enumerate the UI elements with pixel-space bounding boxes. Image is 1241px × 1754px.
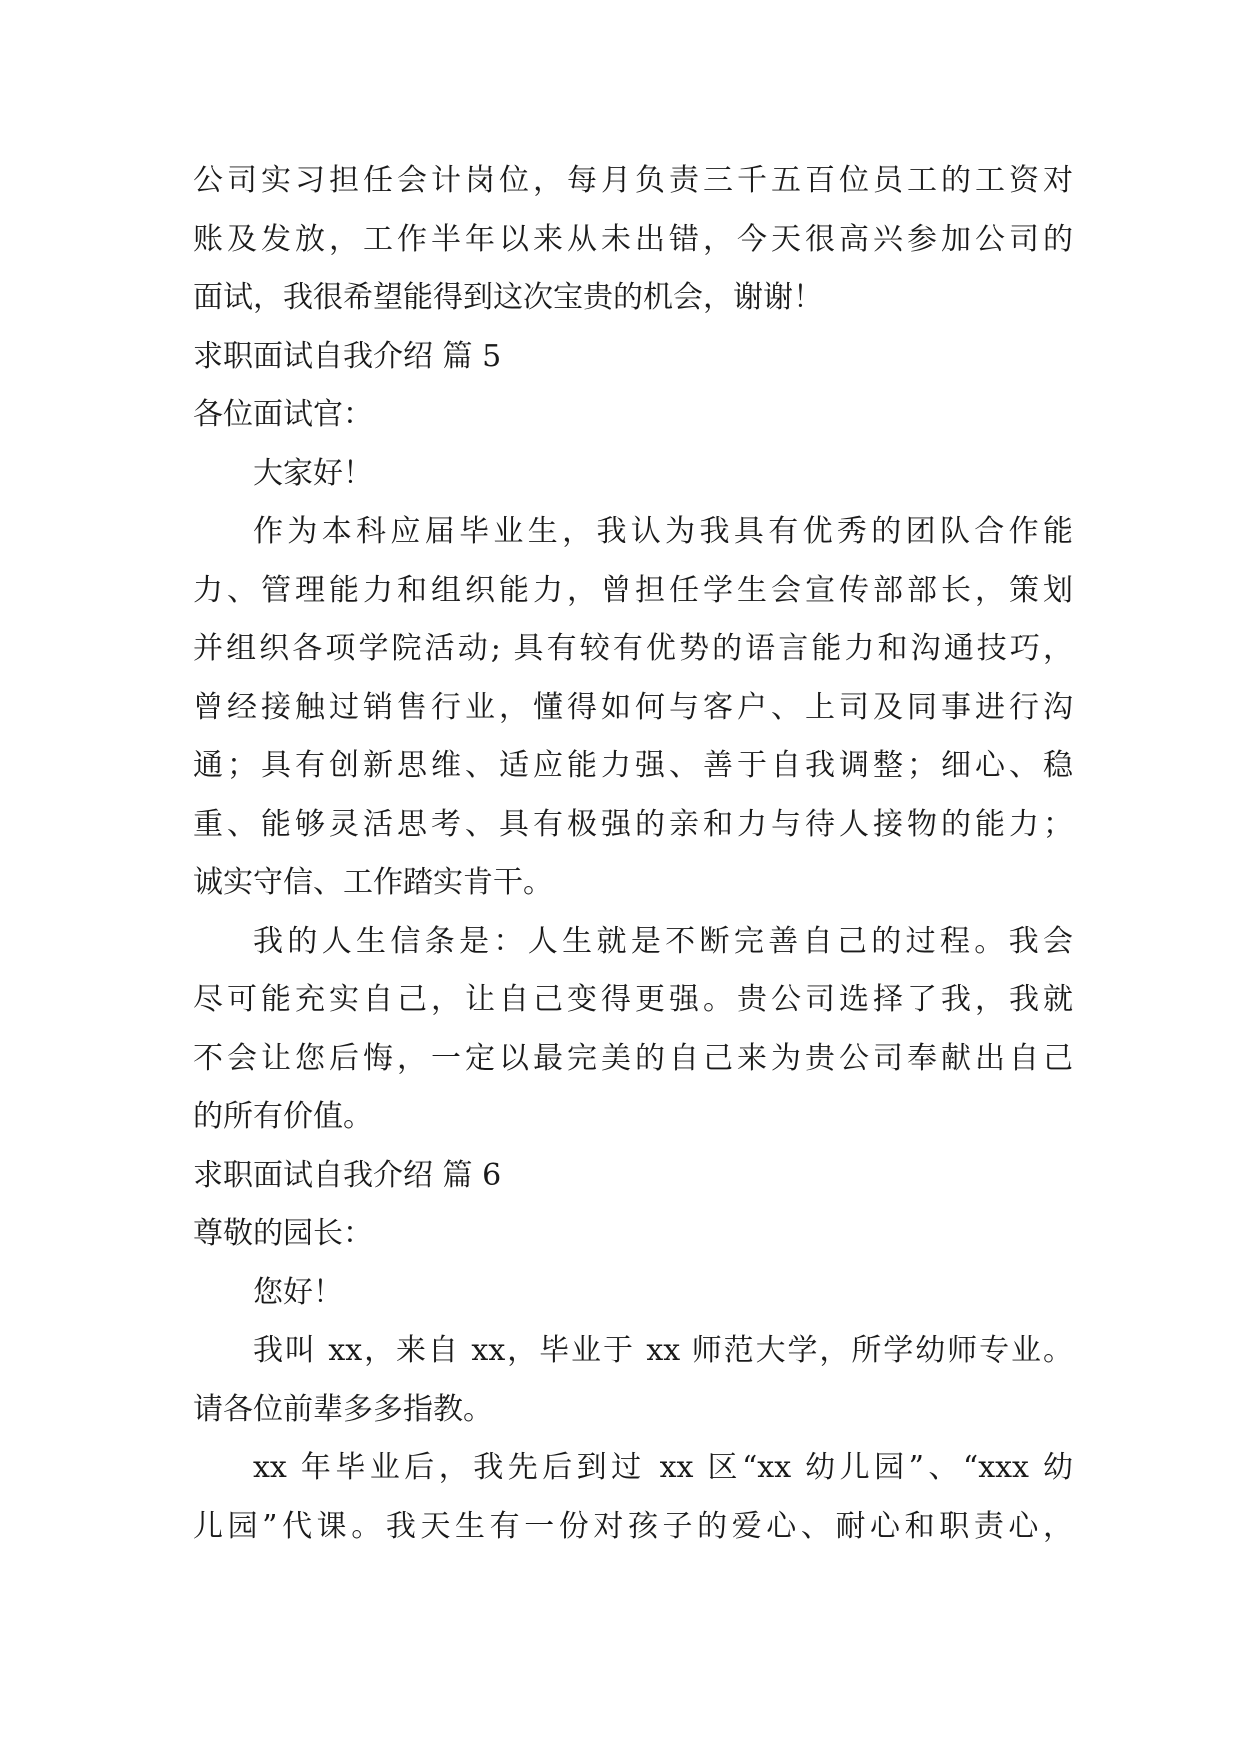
paragraph-line: 曾经接触过销售行业，懂得如何与客户、上司及同事进行沟 [193, 689, 1073, 725]
section-heading: 求职面试自我介绍 篇 5 [193, 338, 502, 374]
paragraph-line: 并组织各项学院活动; 具有较有优势的语言能力和沟通技巧， [193, 631, 1073, 666]
paragraph-line: 儿园”代课。我天生有一份对孩子的爱心、耐心和职责心， [193, 1508, 1073, 1544]
paragraph-line: xx 年毕业后，我先后到过 xx 区“xx 幼儿园”、“xxx 幼 [253, 1450, 1073, 1485]
paragraph-line: 作为本科应届毕业生，我认为我具有优秀的团队合作能 [253, 514, 1073, 549]
salutation: 各位面试官： [193, 397, 373, 432]
paragraph-line: 重、能够灵活思考、具有极强的亲和力与待人接物的能力； [193, 806, 1073, 842]
paragraph-line: 通；具有创新思维、适应能力强、善于自我调整；细心、稳 [193, 748, 1073, 783]
paragraph-line: 诚实守信、工作踏实肯干。 [193, 865, 553, 900]
paragraph-line: 的所有价值。 [193, 1099, 373, 1134]
section-heading: 求职面试自我介绍 篇 6 [193, 1157, 502, 1193]
greeting: 大家好！ [253, 455, 373, 491]
salutation: 尊敬的园长： [193, 1216, 373, 1251]
paragraph-line: 面试，我很希望能得到这次宝贵的机会，谢谢！ [193, 280, 823, 315]
paragraph-line: 我叫 xx，来自 xx，毕业于 xx 师范大学，所学幼师专业。 [253, 1333, 1073, 1368]
paragraph-line: 我的人生信条是：人生就是不断完善自己的过程。我会 [253, 923, 1073, 959]
document-body [193, 152, 1073, 1556]
paragraph-line: 请各位前辈多多指教。 [193, 1391, 493, 1427]
paragraph-line: 尽可能充实自己，让自己变得更强。贵公司选择了我，我就 [193, 982, 1073, 1017]
paragraph-line: 力、管理能力和组织能力，曾担任学生会宣传部部长，策划 [193, 572, 1073, 608]
greeting: 您好！ [253, 1274, 343, 1310]
paragraph-line: 账及发放，工作半年以来从未出错，今天很高兴参加公司的 [193, 221, 1073, 257]
paragraph-line: 公司实习担任会计岗位，每月负责三千五百位员工的工资对 [193, 163, 1073, 198]
paragraph-line: 不会让您后悔，一定以最完美的自己来为贵公司奉献出自己 [193, 1040, 1073, 1076]
